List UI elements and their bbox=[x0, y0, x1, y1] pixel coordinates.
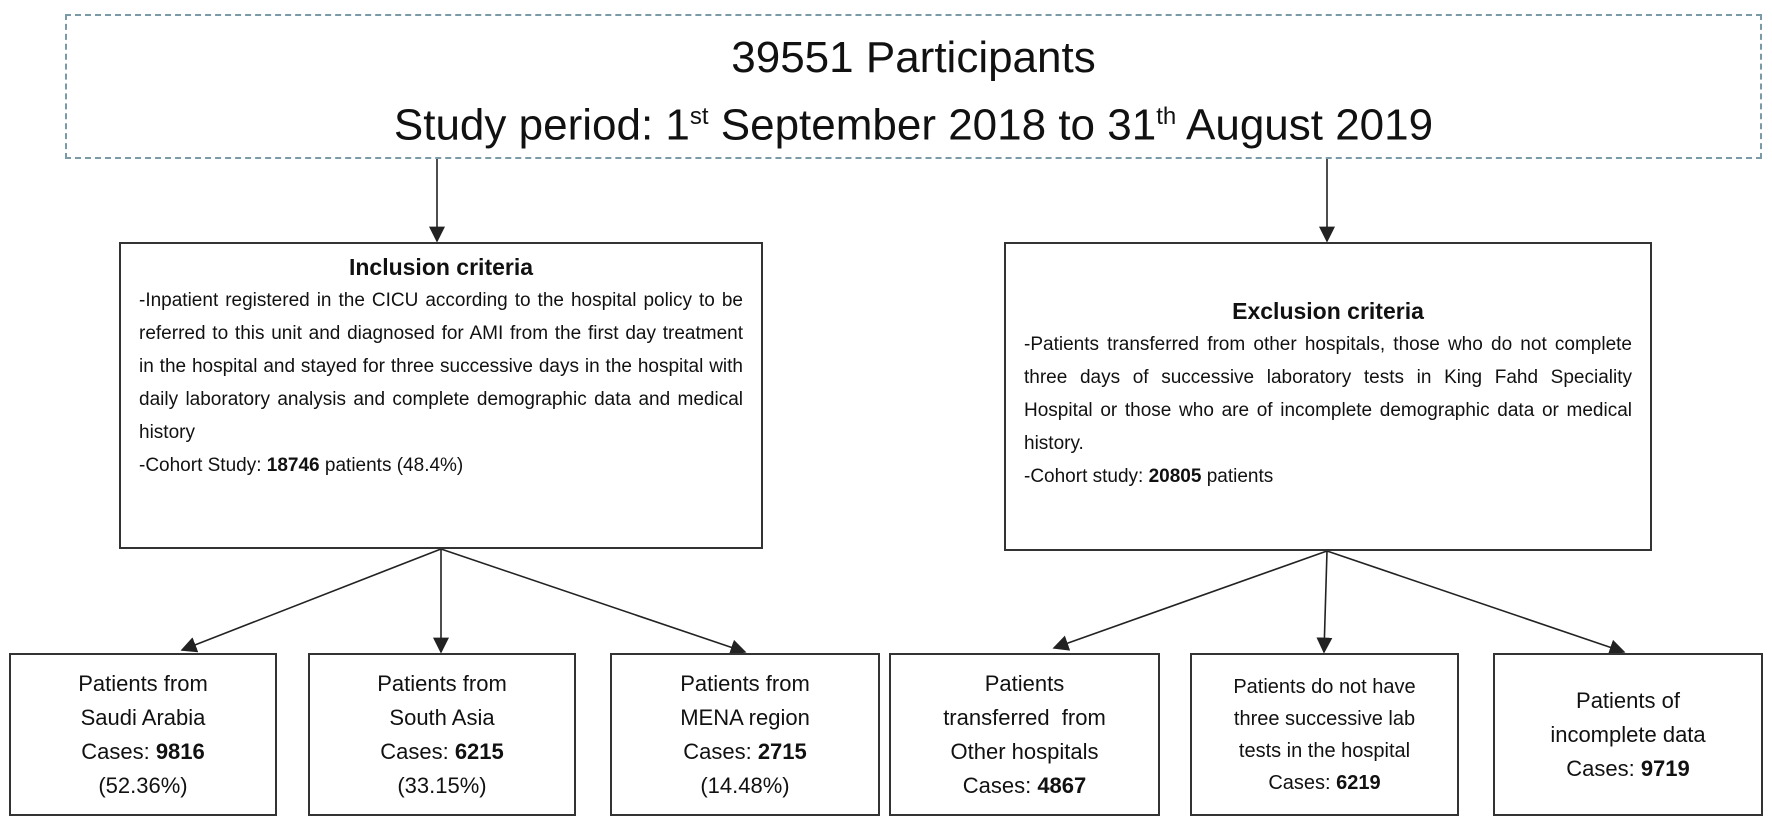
group-label: Saudi Arabia bbox=[80, 704, 206, 730]
study-period bbox=[67, 86, 1760, 157]
group-label: South Asia bbox=[389, 704, 495, 730]
group-saudi-arabia bbox=[9, 653, 277, 816]
cohort-suffix: patients bbox=[1201, 466, 1274, 487]
cases-label: Cases: bbox=[1566, 755, 1641, 781]
period-mid: September 2018 to 31 bbox=[708, 100, 1157, 150]
group-label: transferred from bbox=[943, 704, 1106, 730]
group-mena bbox=[610, 653, 880, 816]
group-label: tests in the hospital bbox=[1238, 739, 1411, 762]
group-cases bbox=[1268, 767, 1380, 799]
group-label: Patients from bbox=[680, 670, 810, 696]
group-incomplete-data bbox=[1493, 653, 1763, 816]
exclusion-title: Exclusion criteria bbox=[1232, 298, 1424, 324]
participants-count: 39551 Participants bbox=[731, 33, 1096, 82]
cases-count: 9816 bbox=[155, 738, 205, 764]
inclusion-title: Inclusion criteria bbox=[348, 254, 534, 280]
cases-label: Cases: bbox=[81, 738, 156, 764]
group-cases bbox=[81, 735, 205, 769]
inclusion-criteria-box bbox=[119, 242, 763, 549]
arrow-to-no-lab bbox=[1324, 551, 1327, 652]
group-cases bbox=[1566, 752, 1690, 786]
cases-label: Cases: bbox=[380, 738, 455, 764]
cohort-count: 18746 bbox=[266, 455, 320, 476]
arrow-to-saudi bbox=[182, 549, 441, 650]
cases-count: 6215 bbox=[454, 738, 504, 764]
group-percent: (33.15%) bbox=[397, 772, 487, 798]
group-no-successive-lab bbox=[1190, 653, 1459, 816]
cases-count: 6219 bbox=[1336, 771, 1381, 794]
cases-label: Cases: bbox=[1268, 771, 1337, 794]
cases-count: 2715 bbox=[757, 738, 807, 764]
arrow-to-transferred bbox=[1054, 551, 1327, 648]
group-percent: (14.48%) bbox=[700, 772, 790, 798]
cases-label: Cases: bbox=[962, 772, 1038, 798]
inclusion-text: -Inpatient registered in the CICU according to the hospital policy to be referred to this unit and diagnosed for AMI from the first day treatment in the hospital and stayed for three successive days in the hospital with daily laboratory analysis and complete demographic data and medical history bbox=[139, 290, 743, 443]
group-south-asia bbox=[308, 653, 576, 816]
cases-count: 9719 bbox=[1640, 755, 1690, 781]
period-sup: th bbox=[1156, 103, 1177, 130]
group-label: three successive lab bbox=[1233, 707, 1416, 730]
exclusion-criteria-box bbox=[1004, 242, 1652, 551]
group-label: Patients from bbox=[377, 670, 507, 696]
group-label: Other hospitals bbox=[950, 738, 1099, 764]
period-suffix: August 2019 bbox=[1176, 100, 1434, 150]
inclusion-cohort bbox=[139, 449, 743, 482]
arrow-to-incomplete bbox=[1327, 551, 1624, 652]
group-label: Patients bbox=[984, 670, 1065, 696]
period-prefix: Study period: 1 bbox=[393, 100, 690, 150]
cohort-label: -Cohort Study: bbox=[139, 455, 267, 476]
cohort-label: -Cohort study: bbox=[1024, 466, 1149, 487]
group-label: Patients do not have bbox=[1233, 675, 1416, 698]
arrow-to-mena bbox=[441, 549, 745, 652]
participants-box bbox=[65, 14, 1762, 159]
exclusion-text: -Patients transferred from other hospitals, those who do not complete three days of successive laboratory tests in King Fahd Speciality Hospital or those who are of incomplete demographic data or medical history. bbox=[1024, 334, 1632, 454]
period-sup: st bbox=[689, 103, 709, 130]
group-label: Patients from bbox=[78, 670, 208, 696]
group-cases bbox=[683, 735, 807, 769]
group-label: Patients of bbox=[1576, 687, 1680, 713]
group-label: MENA region bbox=[680, 704, 810, 730]
cases-count: 4867 bbox=[1037, 772, 1087, 798]
group-cases bbox=[380, 735, 504, 769]
group-percent: (52.36%) bbox=[98, 772, 188, 798]
cohort-suffix: patients (48.4%) bbox=[319, 455, 464, 476]
group-cases bbox=[963, 769, 1087, 803]
cases-label: Cases: bbox=[683, 738, 758, 764]
exclusion-cohort bbox=[1024, 460, 1632, 493]
group-transferred bbox=[889, 653, 1160, 816]
cohort-count: 20805 bbox=[1148, 466, 1202, 487]
group-label: incomplete data bbox=[1550, 721, 1706, 747]
